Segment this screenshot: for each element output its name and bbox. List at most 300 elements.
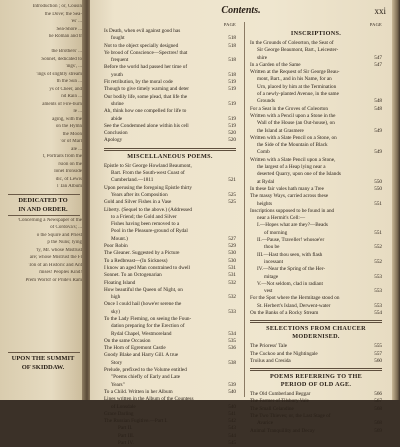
entry-title: The Farmer of Tilsbury Vale: [250, 398, 309, 405]
entry-page-number: [224, 163, 236, 170]
entry-page-number: 551: [374, 200, 382, 207]
contents-entry: [250, 179, 382, 186]
entry-page-number: 568: [374, 405, 382, 412]
contents-entry: [250, 358, 382, 365]
entry-title: mont, Bart., and in his Name, for an: [257, 76, 332, 83]
contents-entry: [250, 193, 382, 200]
contents-entry: [104, 272, 236, 279]
facing-page-rule: [8, 352, 80, 353]
entry-page-number: 566: [374, 391, 382, 398]
entry-title: deserted Quarry, upon one of the Islands: [257, 171, 341, 178]
contents-entry: [250, 215, 382, 222]
contents-entry: [250, 149, 382, 156]
entry-page-number: [224, 374, 236, 381]
facing-page-line: Ton of an Historic and Ant: [28, 262, 82, 268]
entry-page-number: 540: [228, 388, 236, 395]
entry-title: Inscriptions supposed to be found in and: [250, 207, 335, 214]
running-head: [90, 4, 392, 18]
entry-page-number: [370, 266, 382, 273]
entry-page-number: 553: [374, 302, 382, 309]
entries-group: [250, 40, 382, 317]
entry-page-number: 548: [374, 105, 382, 112]
contents-entry: [104, 250, 236, 257]
facing-page-line: p the Nuns; lying: [47, 240, 82, 245]
entry-title: Not to the object specially designed: [104, 42, 179, 49]
entry-title: To a Child. Written in her Album: [104, 388, 173, 395]
entry-page-number: 553: [374, 288, 382, 295]
contents-entry: [250, 47, 382, 54]
entry-title: The Two Thieves; or, the Last Stage of: [250, 413, 331, 420]
contents-entry: [104, 108, 236, 115]
entry-page-number: [224, 316, 236, 323]
entry-title: heights: [257, 200, 272, 207]
contents-entry: [104, 50, 236, 57]
entry-title: Prelude, prefixed to the Volume entitled: [104, 367, 187, 374]
entry-title: In a Garden of the Same: [250, 61, 301, 68]
page-column-label: PAGE: [223, 22, 236, 27]
entry-page-number: 530: [228, 250, 236, 257]
entry-title: vest: [264, 288, 273, 295]
contents-entry: [104, 130, 236, 137]
contents-entry: [250, 55, 382, 62]
entry-page-number: 549: [374, 149, 382, 156]
entry-title: I know an aged Man constrained to dwell: [104, 264, 191, 271]
contents-entry: [250, 230, 382, 237]
contents-entry: [250, 310, 382, 317]
entry-page-number: [370, 193, 382, 200]
contents-entry: [250, 281, 382, 288]
contents-entry: [250, 186, 382, 193]
contents-entry: [104, 163, 236, 170]
entry-page-number: [370, 237, 382, 244]
contents-entry: [104, 101, 236, 108]
entry-page-number: 542: [228, 418, 236, 425]
facing-page-line: mises! Peoples Kind!: [39, 270, 82, 275]
contents-entry: [250, 244, 382, 251]
facing-page-line: aments of Fire-burn: [42, 101, 82, 107]
entry-page-number: 551: [374, 229, 382, 236]
entry-page-number: 533: [228, 308, 236, 315]
entry-page-number: [370, 76, 382, 83]
facing-page-line: Sonnet, dedicated to: [41, 56, 82, 62]
entries-group: [104, 163, 236, 447]
section-title-line: MODERNISED.: [292, 333, 340, 341]
contents-entry: [250, 201, 382, 208]
entry-title: Written with a Slate Pencil upon a Stone,: [250, 156, 336, 163]
entry-title: shire: [257, 54, 268, 61]
entry-page-number: [224, 170, 236, 177]
entry-page-number: 531: [228, 264, 236, 271]
entry-title: III.—Hast thou seen, with flash: [257, 251, 323, 258]
entry-title: On the same Occasion: [104, 337, 151, 344]
entry-page-number: [370, 281, 382, 288]
entry-title: sky): [111, 308, 120, 315]
contents-entry: [104, 316, 236, 323]
entry-title: Part IV.: [118, 440, 134, 447]
entry-title: Upon perusing the foregoing Epistle thirty: [104, 184, 193, 191]
entry-title: See the Condemned alone within his cell: [104, 122, 189, 129]
entry-title: In these fair vales hath many a Tree: [250, 185, 324, 192]
contents-entry: [250, 142, 382, 149]
contents-entry: [250, 391, 382, 398]
entry-page-number: [370, 171, 382, 178]
contents-entry: [104, 177, 236, 184]
entry-title: Story: [111, 359, 123, 366]
contents-entry: [104, 352, 236, 359]
entry-title: II.—Pause, Traveller! whosoe'er: [257, 237, 325, 244]
contents-entry: [104, 192, 236, 199]
contents-entry: [104, 72, 236, 79]
facing-page-line: the Dove; the Sea-: [44, 11, 82, 17]
entry-title: Fit retribution, by the moral code: [104, 79, 173, 86]
facing-page-line: [0, 42, 82, 48]
entry-page-number: [224, 207, 236, 214]
facing-page-line: o the Squire and Priest: [36, 232, 82, 238]
entry-title: Lines written in the Album of the Countess: [104, 396, 194, 403]
entry-page-number: 529: [228, 243, 236, 250]
contents-entry: [104, 425, 236, 432]
facing-page-line: ys of Cheer, and: [49, 86, 82, 92]
section-rule: [104, 148, 236, 151]
page-edge: [392, 0, 400, 400]
contents-entry: [250, 69, 382, 76]
facing-page-line: Sea-Shore ...: [56, 26, 82, 32]
entry-title: Written with a Slate Pencil on a Stone, on: [250, 134, 337, 141]
section-rule: [250, 368, 382, 371]
entry-page-number: 555: [374, 343, 382, 350]
contents-entry: [104, 123, 236, 130]
contents-entry: [250, 120, 382, 127]
facing-page-rule: [8, 215, 80, 216]
entry-title: Years after its Composition: [111, 191, 168, 198]
entry-title: Cumberland.—1811: [111, 177, 154, 184]
contents-entry: [104, 309, 236, 316]
contents-entry: [250, 303, 382, 310]
facing-page-line: th the Sun ...: [56, 79, 82, 84]
entry-title: Part III.: [118, 432, 135, 439]
contents-entry: [250, 76, 382, 83]
facing-page-heading: IN AND ORDER.: [18, 205, 68, 213]
entry-page-number: [370, 215, 382, 222]
entry-page-number: 520: [228, 130, 236, 137]
contents-entry: [104, 301, 236, 308]
entry-title: Epistle to Sir George Howland Beaumont,: [104, 162, 192, 169]
facing-page-line: dic, of Lewis: [55, 176, 82, 182]
entry-title: the largest of a Heap lying near a: [257, 164, 326, 171]
entry-title: How beautiful the Queen of Night, on: [104, 286, 183, 293]
entry-title: at Rydal: [257, 178, 275, 185]
facing-page-heading: UPON THE SUMMIT: [11, 355, 75, 362]
contents-entry: [250, 274, 382, 281]
entry-page-number: 536: [228, 345, 236, 352]
entry-title: Pool in the Pleasure-ground of Rydal: [111, 228, 188, 235]
facing-page-line: le ...: [73, 109, 82, 114]
entry-title: Conclusion: [104, 130, 128, 137]
contents-entry: [250, 343, 382, 350]
facing-page-line: 'or of Marl: [60, 139, 82, 144]
entry-title: The Horn of Egremont Castle: [104, 345, 166, 352]
entry-page-number: 557: [374, 350, 382, 357]
contents-entry: [104, 433, 236, 440]
contents-column-right: [250, 22, 382, 435]
contents-entry: [250, 84, 382, 91]
contents-entry: [104, 214, 236, 221]
entry-title: Sir George Beaumont, Bart., Leicester-: [257, 47, 339, 54]
entry-page-number: 519: [228, 115, 236, 122]
contents-entry: [250, 259, 382, 266]
contents-entry: [104, 243, 236, 250]
entry-title: the Island at Grasmere: [257, 127, 304, 134]
entry-title: "Poems chiefly of Early and Late: [111, 374, 181, 381]
facing-page-line: the Brothers' ...: [51, 49, 82, 54]
contents-entry: [104, 64, 236, 71]
entry-title: The massy Ways, carried across these: [250, 193, 329, 200]
contents-entry: [104, 94, 236, 101]
contents-entry: [104, 228, 236, 235]
contents-entry: [250, 252, 382, 259]
entry-title: Liberty. (Sequel to the above.) (Addressed: [104, 206, 192, 213]
entry-page-number: [370, 222, 382, 229]
entry-title: Sonnet. To an Octogenarian: [104, 272, 162, 279]
entry-page-number: 520: [228, 137, 236, 144]
entry-page-number: [224, 94, 236, 101]
entry-page-number: [224, 301, 236, 308]
entry-page-number: 519: [228, 79, 236, 86]
entry-title: Wall of the House (an Out-house), on: [257, 120, 335, 127]
entry-title: The Small Celandine: [250, 405, 294, 412]
contents-entry: [104, 389, 236, 396]
contents-entry: [250, 128, 382, 135]
contents-entry: [250, 40, 382, 47]
entry-title: Apology: [104, 137, 123, 144]
entry-page-number: 521: [228, 177, 236, 184]
entry-page-number: 547: [374, 61, 382, 68]
entry-title: I.—Hopes what are they?—Beads: [257, 222, 328, 229]
contents-entry: [104, 79, 236, 86]
contents-entry: [104, 137, 236, 144]
entry-title: Once I could hail (howe'er serene the: [104, 301, 182, 308]
entry-title: Poor Robin: [104, 243, 128, 250]
running-title: Contents.: [221, 5, 261, 16]
facing-page-rule: [8, 194, 80, 195]
entry-title: of a newly-planted Avenue, in the same: [257, 91, 339, 98]
entry-title: To a Redbreast—(In Sickness): [104, 257, 168, 264]
facing-page-line: of Cordova's; ...: [50, 225, 82, 230]
entry-title: For the Spot where the Hermitage stood on: [250, 295, 340, 302]
entry-title: of Lonsdale: [111, 403, 136, 410]
entry-title: to a Friend; the Gold and Silver: [111, 213, 177, 220]
facing-page-line: Ionel Ironside: [54, 169, 82, 174]
entry-title: Our bodily life, some plead, that life the: [104, 93, 188, 100]
entry-page-number: 519: [228, 86, 236, 93]
entry-title: St. Herbert's Island, Derwent-water: [257, 302, 331, 309]
entry-page-number: 552: [374, 258, 382, 265]
entry-page-number: [224, 64, 236, 71]
section-title-line: POEMS REFERRING TO THE: [269, 373, 363, 381]
left-facing-page: [0, 0, 86, 400]
entry-page-number: 519: [228, 100, 236, 107]
facing-page-line: the Moon: [62, 131, 82, 137]
entry-page-number: [370, 47, 382, 54]
entry-title: Written with a Pencil upon a Stone in the: [250, 112, 336, 119]
facing-page-line: 'ings', ...: [65, 64, 82, 69]
entry-page-number: 553: [374, 273, 382, 280]
contents-entry: [104, 360, 236, 367]
entry-page-number: 525: [228, 191, 236, 198]
entry-title: Fishes having been removed to a: [111, 221, 180, 228]
facing-page-heading: OF SKIDDAW.: [21, 364, 65, 371]
entry-title: Though to give timely warning and deter: [104, 86, 189, 93]
contents-entry: [250, 406, 382, 413]
entry-title: thou be: [264, 244, 280, 251]
contents-entry: [104, 185, 236, 192]
contents-entry: [250, 428, 382, 435]
entry-title: mitage: [264, 273, 279, 280]
contents-entry: [104, 331, 236, 338]
entry-page-number: 539: [228, 381, 236, 388]
contents-entry: [250, 157, 382, 164]
entry-page-number: [224, 108, 236, 115]
entries-group: [250, 343, 382, 365]
entry-title: On the Banks of a Rocky Stream: [250, 309, 319, 316]
entry-page-number: 554: [374, 309, 382, 316]
entry-page-number: 560: [374, 357, 382, 364]
section-title-line: PERIOD OF OLD AGE.: [280, 381, 352, 389]
entry-title: dation preparing for the Erection of: [111, 323, 185, 330]
facing-page-line: l Tan Album: [57, 184, 82, 189]
entry-title: The Gleaner. Suggested by a Picture: [104, 250, 180, 257]
entry-title: near a Hermit's Cell:—: [257, 215, 306, 222]
entry-title: youth: [111, 71, 123, 78]
contents-entry: [104, 236, 236, 243]
contents-entry: [250, 237, 382, 244]
contents-entry: [104, 418, 236, 425]
entry-title: Is Death, when evil against good has: [104, 28, 181, 34]
contents-entry: [104, 323, 236, 330]
facing-page-line: Prem World! or Pride's Ram: [25, 277, 82, 283]
entry-title: Ye brood of Conscience—Spectres! that: [104, 49, 188, 56]
entry-title: Rydal Chapel, Westmoreland: [111, 330, 172, 337]
entry-title: The Cuckoo and the Nightingale: [250, 350, 318, 357]
contents-entry: [250, 98, 382, 105]
contents-entry: [250, 62, 382, 69]
entry-page-number: 534: [228, 330, 236, 337]
entry-title: Ah, think how one compelled for life to: [104, 108, 187, 115]
facing-page-line: he Roman and tr: [48, 34, 82, 39]
entry-page-number: 550: [374, 178, 382, 185]
facing-page-line: are; whose Mistrust the Fl: [29, 255, 82, 260]
entry-page-number: 518: [228, 42, 236, 49]
entry-page-number: [370, 413, 382, 420]
entry-title: Part II.: [118, 425, 133, 432]
entry-title: Grounds: [257, 98, 275, 105]
entry-title: of morning: [264, 229, 288, 236]
entry-title: frequent: [111, 57, 129, 64]
contents-column-left: [104, 22, 236, 447]
entry-title: fought: [111, 35, 125, 42]
entry-page-number: [370, 157, 382, 164]
contents-entry: [104, 287, 236, 294]
entry-page-number: [370, 164, 382, 171]
facing-page-line: Introduction ; or, Cousin: [32, 4, 82, 9]
entries-group: [104, 28, 236, 145]
page-column-label: PAGE: [369, 22, 382, 27]
entry-page-number: [224, 185, 236, 192]
entry-title: Floating Island: [104, 279, 136, 286]
entry-page-number: [224, 323, 236, 330]
contents-entry: [250, 266, 382, 273]
facing-page-line: 'es' ...: [71, 19, 82, 24]
facing-page-line: ale ...: [71, 146, 82, 152]
entry-page-number: [370, 142, 382, 149]
entry-title: For a Seat in the Groves of Coleorton: [250, 105, 328, 112]
entry-page-number: [370, 120, 382, 127]
contents-entry: [104, 374, 236, 381]
contents-entry: [104, 221, 236, 228]
entry-page-number: [370, 91, 382, 98]
section-title-inscriptions: INSCRIPTIONS.: [290, 30, 342, 37]
entry-title: Gold and Silver Fishes in a Vase: [104, 199, 172, 206]
contents-entry: [250, 208, 382, 215]
contents-entry: [104, 345, 236, 352]
entry-page-number: 531: [228, 272, 236, 279]
column-divider: [244, 22, 245, 397]
facing-page-line: rsion on the: [58, 161, 82, 167]
contents-entry: [104, 57, 236, 64]
entries-group: [250, 391, 382, 435]
entry-page-number: [370, 84, 382, 91]
contents-entry: [104, 207, 236, 214]
entry-page-number: 525: [228, 199, 236, 206]
entry-title: incessant: [264, 258, 284, 265]
entry-page-number: [370, 135, 382, 142]
contents-entry: [250, 135, 382, 142]
contents-entry: [250, 413, 382, 420]
entry-page-number: [370, 208, 382, 215]
entry-page-number: 548: [374, 98, 382, 105]
contents-entry: [104, 404, 236, 411]
facing-page-line: 'Concerning a Newspaper of the: [17, 217, 82, 223]
contents-entry: [104, 411, 236, 418]
entry-title: To the Lady Fleming, on seeing the Foun-: [104, 315, 192, 322]
entry-title: Urn, placed by him at the Termination: [257, 83, 337, 90]
section-title-line: SELECTIONS FROM CHAUCER: [266, 325, 366, 333]
contents-entry: [104, 265, 236, 272]
contents-entry: [104, 382, 236, 389]
contents-entry: [104, 28, 236, 35]
entry-page-number: 518: [228, 57, 236, 64]
entry-page-number: 527: [228, 235, 236, 242]
entry-page-number: 543: [228, 425, 236, 432]
entry-title: Avarice: [257, 420, 274, 427]
contents-entry: [250, 288, 382, 295]
entry-title: Grace Darling: [104, 410, 134, 417]
entry-page-number: [224, 50, 236, 57]
contents-entry: [104, 43, 236, 50]
entry-page-number: 549: [374, 127, 382, 134]
entry-page-number: 532: [228, 279, 236, 286]
entry-page-number: 541: [228, 410, 236, 417]
section-title-miscellaneous: MISCELLANEOUS POEMS.: [127, 152, 213, 160]
entry-page-number: [224, 367, 236, 374]
entry-page-number: 540: [228, 403, 236, 410]
facing-page-line: nd Rain ...: [61, 94, 82, 99]
entry-page-number: 532: [228, 294, 236, 301]
contents-entry: [250, 295, 382, 302]
entry-title: high: [111, 294, 121, 301]
contents-entry: [104, 170, 236, 177]
contents-entry: [104, 338, 236, 345]
